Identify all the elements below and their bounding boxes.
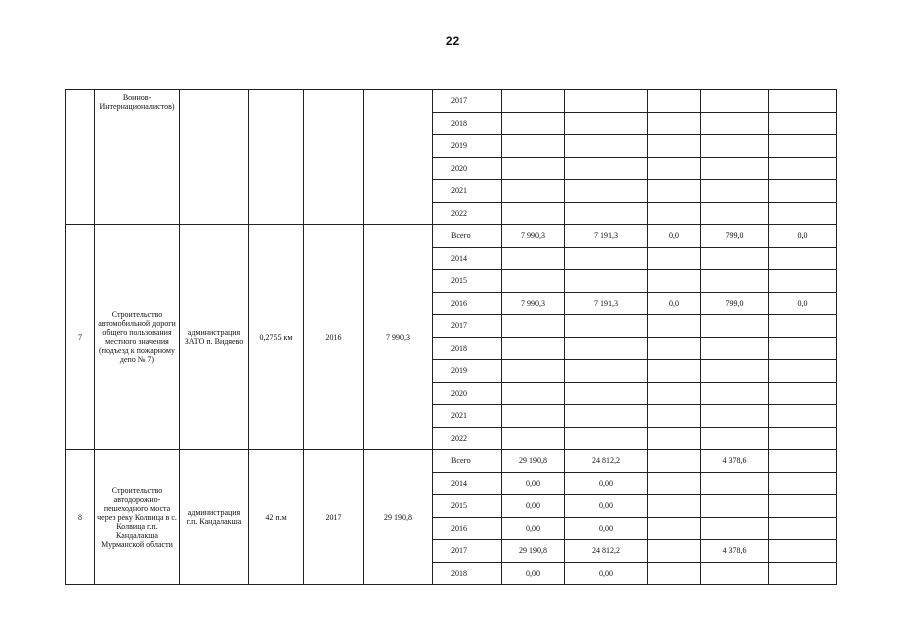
amount-cell-4: [701, 337, 769, 360]
amount-cell-4: 4 378,6: [701, 540, 769, 563]
amount-cell-3: [648, 450, 701, 473]
amount-cell-1: [502, 405, 565, 428]
amount-cell-3: [648, 360, 701, 383]
amount-cell-1: [502, 360, 565, 383]
amount-cell-2: [565, 112, 648, 135]
amount-cell-2: [565, 337, 648, 360]
table-row: [66, 90, 837, 113]
amount-cell-3: [648, 315, 701, 338]
amount-cell-3: 0,0: [648, 292, 701, 315]
amount-cell-5: [769, 360, 837, 383]
total-cost-cell: 29 190,8: [364, 450, 433, 585]
amount-cell-4: [701, 157, 769, 180]
amount-cell-4: [701, 90, 769, 113]
amount-cell-1: 29 190,8: [502, 450, 565, 473]
amount-cell-3: [648, 202, 701, 225]
amount-cell-5: [769, 270, 837, 293]
amount-cell-2: [565, 247, 648, 270]
amount-cell-5: [769, 517, 837, 540]
amount-cell-3: [648, 112, 701, 135]
amount-cell-5: 0,0: [769, 292, 837, 315]
amount-cell-1: [502, 315, 565, 338]
amount-cell-1: [502, 112, 565, 135]
completion-year-cell: 2016: [304, 225, 364, 450]
amount-cell-3: [648, 517, 701, 540]
year-cell: 2017: [433, 90, 502, 113]
year-cell: 2015: [433, 270, 502, 293]
amount-cell-5: [769, 382, 837, 405]
object-name-cell: Строительство автодорожно-пешеходного моста через реку Колвица в с. Колвица г.п. Кандалакша Мурманской области: [95, 450, 180, 585]
year-cell: 2022: [433, 202, 502, 225]
amount-cell-5: [769, 472, 837, 495]
amount-cell-5: [769, 562, 837, 585]
amount-cell-2: [565, 315, 648, 338]
amount-cell-2: 24 812,2: [565, 450, 648, 473]
table-row: [66, 450, 837, 473]
completion-year-cell: [304, 90, 364, 225]
object-name-cell: Строительство автомобильной дороги общего пользования местного значения (подъезд к пожарному депо № 7): [95, 225, 180, 450]
row-number-cell: 8: [66, 450, 95, 585]
amount-cell-2: 7 191,3: [565, 292, 648, 315]
amount-cell-3: [648, 337, 701, 360]
year-cell: 2017: [433, 540, 502, 563]
year-cell: Всего: [433, 225, 502, 248]
year-cell: 2021: [433, 180, 502, 203]
year-cell: 2020: [433, 157, 502, 180]
amount-cell-2: [565, 202, 648, 225]
amount-cell-4: 799,0: [701, 225, 769, 248]
amount-cell-4: [701, 112, 769, 135]
year-cell: 2021: [433, 405, 502, 428]
year-cell: Всего: [433, 450, 502, 473]
year-cell: 2016: [433, 292, 502, 315]
year-cell: 2019: [433, 360, 502, 383]
amount-cell-3: [648, 270, 701, 293]
amount-cell-1: [502, 180, 565, 203]
amount-cell-3: [648, 427, 701, 450]
year-cell: 2014: [433, 472, 502, 495]
table-body: [66, 90, 837, 585]
table-row: [66, 225, 837, 248]
amount-cell-3: [648, 382, 701, 405]
total-cost-cell: [364, 90, 433, 225]
amount-cell-1: 0,00: [502, 517, 565, 540]
administration-cell: администрация ЗАТО п. Видяево: [180, 225, 249, 450]
amount-cell-2: 0,00: [565, 517, 648, 540]
year-cell: 2019: [433, 135, 502, 158]
amount-cell-4: [701, 472, 769, 495]
length-cell: 42 п.м: [249, 450, 304, 585]
amount-cell-1: [502, 427, 565, 450]
amount-cell-2: [565, 157, 648, 180]
program-table: [65, 89, 837, 585]
amount-cell-3: [648, 135, 701, 158]
amount-cell-4: [701, 180, 769, 203]
amount-cell-2: [565, 427, 648, 450]
administration-cell: [180, 90, 249, 225]
amount-cell-2: 0,00: [565, 562, 648, 585]
amount-cell-4: [701, 382, 769, 405]
amount-cell-5: [769, 337, 837, 360]
amount-cell-4: [701, 202, 769, 225]
amount-cell-5: [769, 112, 837, 135]
year-cell: 2018: [433, 112, 502, 135]
amount-cell-1: 7 990,3: [502, 225, 565, 248]
year-cell: 2015: [433, 495, 502, 518]
administration-cell: администрация г.п. Кандалакша: [180, 450, 249, 585]
amount-cell-2: 24 812,2: [565, 540, 648, 563]
year-cell: 2018: [433, 562, 502, 585]
amount-cell-3: [648, 472, 701, 495]
amount-cell-4: 799,0: [701, 292, 769, 315]
amount-cell-2: [565, 270, 648, 293]
amount-cell-5: [769, 495, 837, 518]
amount-cell-3: [648, 562, 701, 585]
amount-cell-5: [769, 450, 837, 473]
amount-cell-4: [701, 517, 769, 540]
amount-cell-4: [701, 247, 769, 270]
amount-cell-2: 7 191,3: [565, 225, 648, 248]
amount-cell-2: [565, 90, 648, 113]
amount-cell-4: 4 378,6: [701, 450, 769, 473]
amount-cell-1: [502, 382, 565, 405]
year-cell: 2014: [433, 247, 502, 270]
total-cost-cell: 7 990,3: [364, 225, 433, 450]
amount-cell-4: [701, 270, 769, 293]
row-number-cell: 7: [66, 225, 95, 450]
row-number-cell: [66, 90, 95, 225]
object-name-cell: Воинов-Интернационалистов): [95, 90, 180, 225]
amount-cell-5: 0,0: [769, 225, 837, 248]
amount-cell-4: [701, 360, 769, 383]
amount-cell-1: [502, 90, 565, 113]
amount-cell-2: 0,00: [565, 495, 648, 518]
amount-cell-4: [701, 405, 769, 428]
amount-cell-2: 0,00: [565, 472, 648, 495]
amount-cell-5: [769, 427, 837, 450]
amount-cell-1: 29 190,8: [502, 540, 565, 563]
amount-cell-4: [701, 315, 769, 338]
amount-cell-5: [769, 202, 837, 225]
amount-cell-5: [769, 405, 837, 428]
amount-cell-3: [648, 90, 701, 113]
amount-cell-1: 0,00: [502, 495, 565, 518]
amount-cell-5: [769, 157, 837, 180]
amount-cell-4: [701, 427, 769, 450]
length-cell: 0,2755 км: [249, 225, 304, 450]
amount-cell-3: [648, 247, 701, 270]
amount-cell-5: [769, 247, 837, 270]
amount-cell-3: 0,0: [648, 225, 701, 248]
amount-cell-3: [648, 180, 701, 203]
year-cell: 2017: [433, 315, 502, 338]
amount-cell-2: [565, 135, 648, 158]
amount-cell-2: [565, 360, 648, 383]
amount-cell-4: [701, 135, 769, 158]
amount-cell-2: [565, 405, 648, 428]
amount-cell-4: [701, 562, 769, 585]
year-cell: 2018: [433, 337, 502, 360]
amount-cell-1: 0,00: [502, 472, 565, 495]
amount-cell-1: [502, 202, 565, 225]
year-cell: 2020: [433, 382, 502, 405]
page-number: 22: [445, 34, 460, 48]
amount-cell-4: [701, 495, 769, 518]
amount-cell-2: [565, 382, 648, 405]
amount-cell-3: [648, 405, 701, 428]
amount-cell-5: [769, 90, 837, 113]
amount-cell-1: [502, 135, 565, 158]
amount-cell-3: [648, 157, 701, 180]
completion-year-cell: 2017: [304, 450, 364, 585]
year-cell: 2022: [433, 427, 502, 450]
amount-cell-1: [502, 247, 565, 270]
amount-cell-3: [648, 495, 701, 518]
amount-cell-1: [502, 157, 565, 180]
year-cell: 2016: [433, 517, 502, 540]
amount-cell-1: [502, 270, 565, 293]
amount-cell-3: [648, 540, 701, 563]
amount-cell-1: 0,00: [502, 562, 565, 585]
amount-cell-5: [769, 135, 837, 158]
amount-cell-1: 7 990,3: [502, 292, 565, 315]
amount-cell-2: [565, 180, 648, 203]
amount-cell-5: [769, 315, 837, 338]
amount-cell-5: [769, 540, 837, 563]
amount-cell-1: [502, 337, 565, 360]
length-cell: [249, 90, 304, 225]
amount-cell-5: [769, 180, 837, 203]
